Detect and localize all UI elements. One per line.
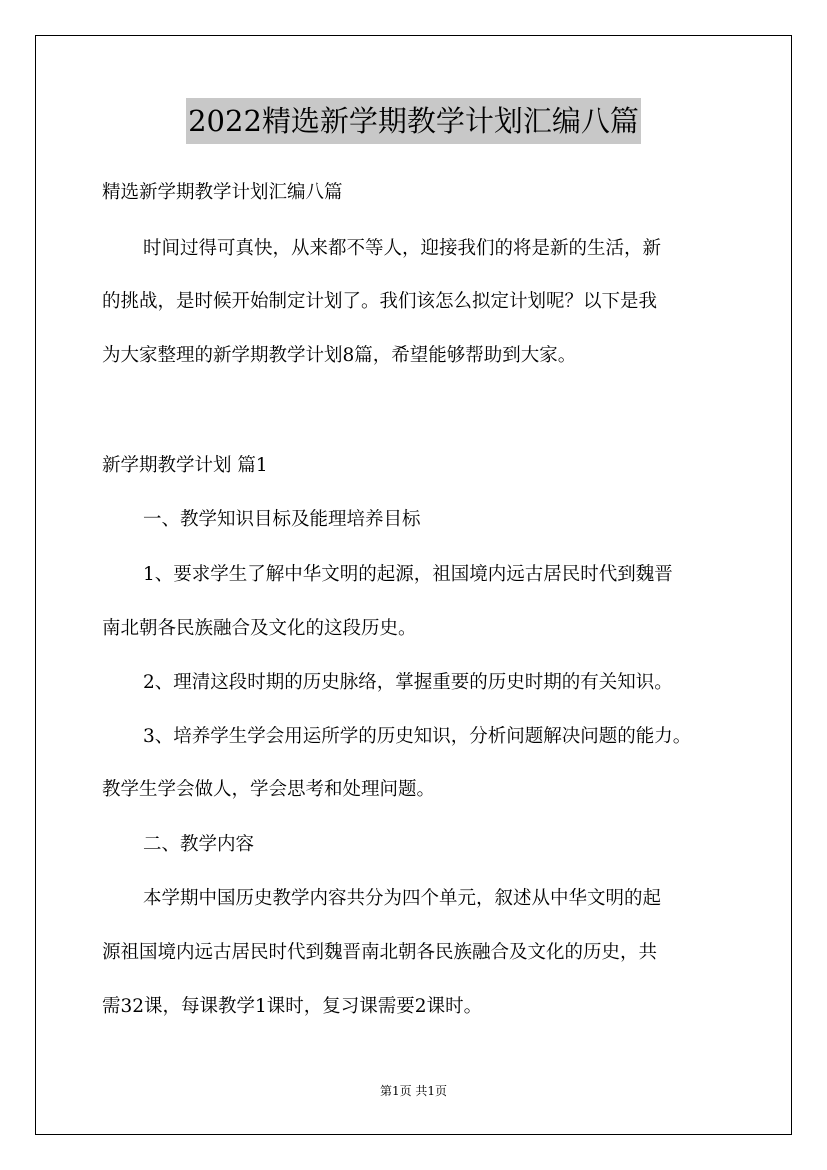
document-title: 2022精选新学期教学计划汇编八篇 [186,98,641,144]
document-subtitle: 精选新学期教学计划汇编八篇 [102,182,343,203]
content-line-1: 本学期中国历史教学内容共分为四个单元，叙述从中华文明的起 [143,888,662,909]
goal1-line-1: 1、要求学生了解中华文明的起源，祖国境内远古居民时代到魏晋 [143,564,673,585]
content-line-3: 需32课，每课教学1课时，复习课需要2课时。 [102,996,483,1017]
title-container [0,98,827,144]
intro-line-2: 的挑战，是时候开始制定计划了。我们该怎么拟定计划呢？以下是我 [102,291,658,312]
page-footer: 第1页 共1页 [379,1084,448,1098]
content-heading: 二、教学内容 [143,834,255,855]
goal2-line: 2、理清这段时期的历史脉络，掌握重要的历史时期的有关知识。 [143,672,673,693]
goals-heading: 一、教学知识目标及能理培养目标 [143,509,421,530]
goal3-line-2: 教学生学会做人，学会思考和处理问题。 [102,779,436,800]
goal3-line-1: 3、培养学生学会用运所学的历史知识，分析问题解决问题的能力。 [143,726,692,747]
goal1-line-2: 南北朝各民族融合及文化的这段历史。 [102,618,417,639]
content-line-2: 源祖国境内远古居民时代到魏晋南北朝各民族融合及文化的历史，共 [102,942,658,963]
intro-line-3: 为大家整理的新学期教学计划8篇，希望能够帮助到大家。 [102,345,577,366]
section-heading: 新学期教学计划 篇1 [102,455,268,476]
intro-line-1: 时间过得可真快，从来都不等人，迎接我们的将是新的生活，新 [143,238,662,259]
